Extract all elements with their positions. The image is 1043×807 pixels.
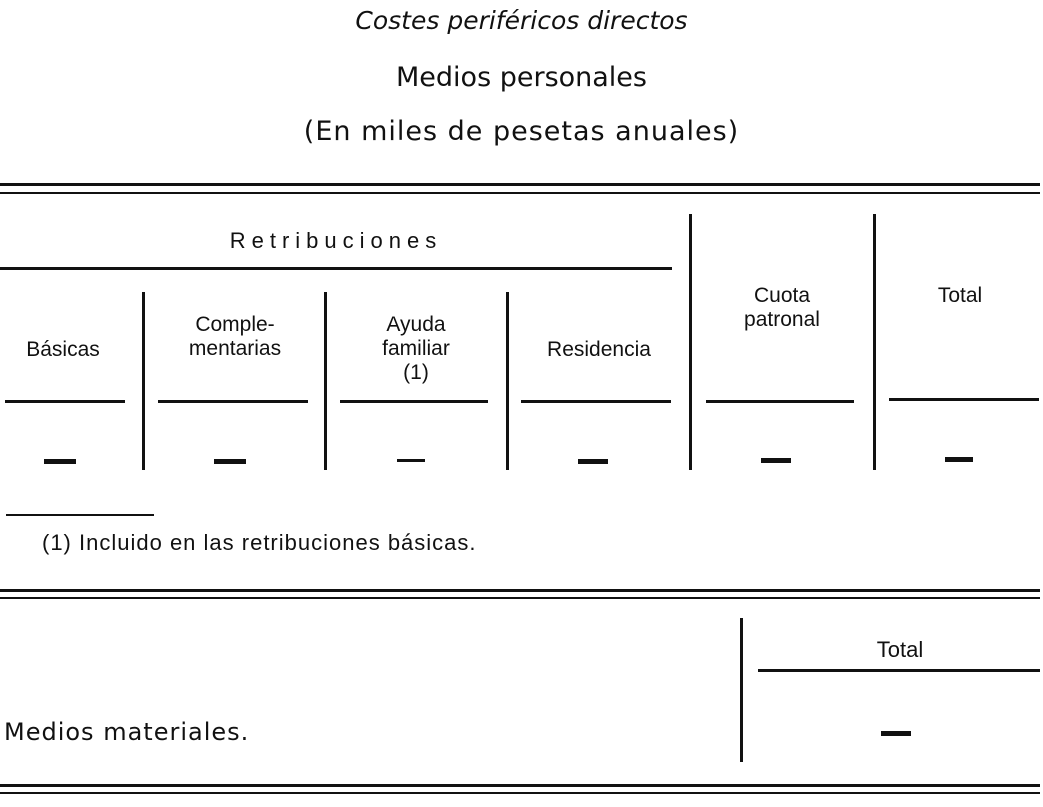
header-underline	[340, 400, 488, 403]
col-separator	[873, 214, 876, 470]
col-header-basicas: Básicas	[26, 338, 100, 361]
col-header-residencia: Residencia	[547, 338, 651, 361]
header-underline	[158, 400, 308, 403]
cell-ayuda-familiar	[397, 459, 425, 462]
mm-separator	[740, 618, 743, 762]
top-rule-2	[0, 192, 1040, 194]
mid-rule	[0, 589, 1040, 592]
col-header-total: Total	[937, 284, 983, 307]
cell-basicas	[44, 459, 76, 464]
col-header-cuota-patronal: Cuota patronal	[744, 284, 820, 331]
title-unidades: (En miles de pesetas anuales)	[303, 116, 740, 147]
col-separator	[506, 292, 509, 470]
mm-value	[881, 731, 911, 736]
col-header-complementarias: Comple- mentarias	[188, 313, 282, 360]
title-medios-personales: Medios personales	[396, 62, 647, 93]
mid-rule-2	[0, 597, 1040, 599]
header-underline	[706, 400, 854, 403]
mm-header-underline	[758, 669, 1040, 672]
col-separator	[689, 214, 692, 470]
mm-header-total: Total	[876, 637, 924, 662]
top-rule	[0, 183, 1040, 186]
cell-residencia	[578, 459, 608, 464]
cell-cuota-patronal	[761, 458, 791, 463]
title-costes: Costes periféricos directos	[355, 6, 688, 35]
bottom-rule-2	[0, 792, 1040, 794]
col-separator	[324, 292, 327, 470]
footnote: (1) Incluido en las retribuciones básicas.	[42, 530, 477, 555]
cell-total	[945, 457, 973, 462]
group-header-retribuciones: Retribuciones	[229, 228, 443, 253]
group-underline	[0, 267, 672, 270]
medios-materiales-label: Medios materiales.	[4, 718, 250, 746]
header-underline	[5, 400, 125, 403]
header-underline	[889, 398, 1039, 401]
cell-complementarias	[214, 459, 246, 464]
col-header-ayuda-familiar: Ayuda familiar (1)	[382, 313, 450, 384]
col-separator	[142, 292, 145, 470]
footnote-rule	[6, 514, 154, 516]
bottom-rule	[0, 784, 1040, 787]
header-underline	[521, 400, 671, 403]
